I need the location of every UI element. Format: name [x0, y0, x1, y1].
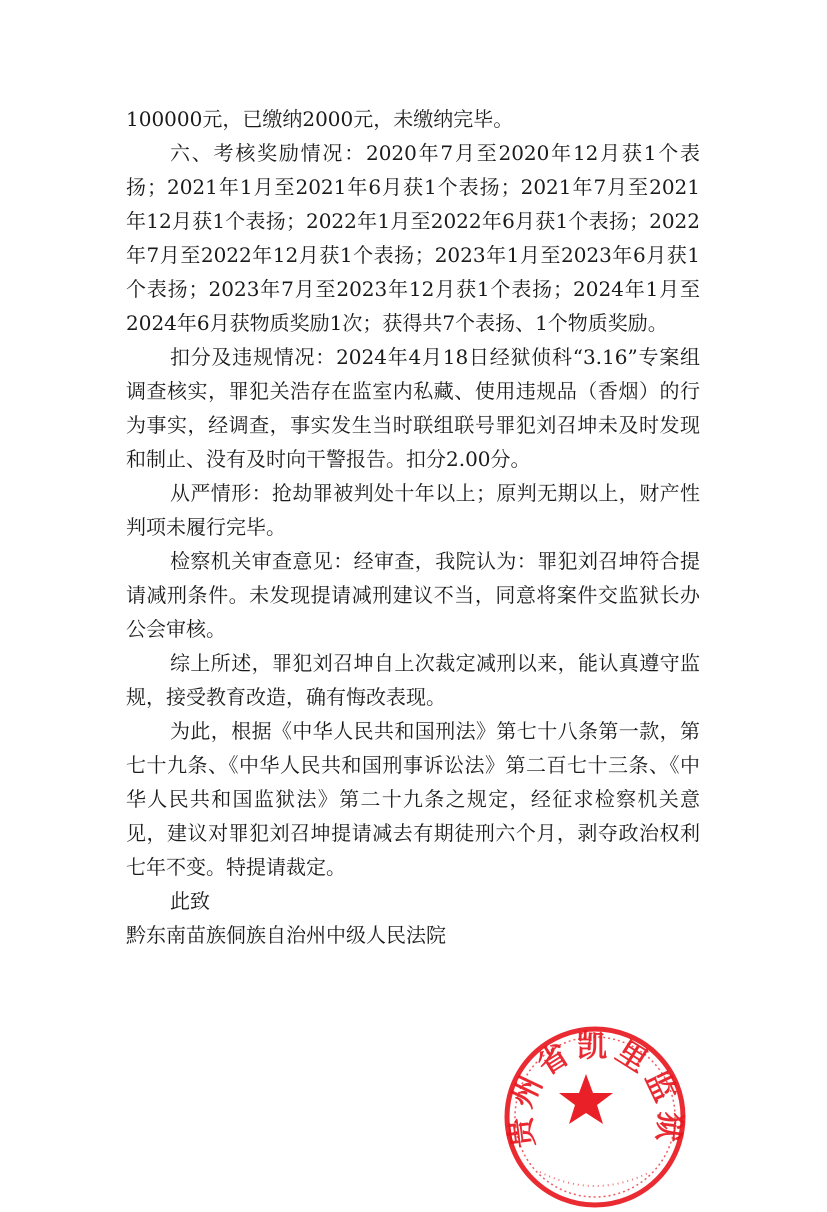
paragraph-summary: 综上所述，罪犯刘召坤自上次裁定减刑以来，能认真遵守监规，接受教育改造，确有悔改表现。 [126, 651, 700, 709]
salutation: 此致 [170, 889, 210, 913]
paragraph-proposal: 为此，根据《中华人民共和国刑法》第七十八条第一款，第七十九条、《中华人民共和国刑事诉讼法》第二百七十三条、《中华人民共和国监狱法》第二十九条之规定，经征求检察机关意见，建议对罪犯刘召坤提请减去有期徒刑六个月，剥夺政治权利七年不变。特提请裁定。 [126, 719, 700, 879]
official-seal [500, 1022, 690, 1212]
paragraph-rewards: 六、考核奖励情况：2020年7月至2020年12月获1个表扬；2021年1月至2021年6月获1个表扬；2021年7月至2021年12月获1个表扬；2022年1月至2022年6月获1个表扬；2022年7月至2022年12月获1个表扬；2023年1月至2023年6月获1个表扬；2023年7月至2023年12月获1个表扬；2024年1月至2024年6月获物质奖励1次；获得共7个表扬、1个物质奖励。 [126, 141, 700, 335]
paragraph-strict-circumstances: 从严情形：抢劫罪被判处十年以上；原判无期以上，财产性判项未履行完毕。 [126, 481, 700, 539]
paragraph-procuratorate-opinion: 检察机关审查意见：经审查，我院认为：罪犯刘召坤符合提请减刑条件。未发现提请减刑建议不当，同意将案件交监狱长办公会审核。 [126, 549, 700, 641]
seal-text: 贵州省凯里监狱 [502, 1029, 688, 1150]
document-body [126, 102, 700, 952]
paragraph-fine-payment: 100000元，已缴纳2000元，未缴纳完毕。 [126, 107, 514, 131]
paragraph-deductions: 扣分及违规情况：2024年4月18日经狱侦科“3.16”专案组调查核实，罪犯关浩存在监室内私藏、使用违规品（香烟）的行为事实，经调查，事实发生当时联组联号罪犯刘召坤未及时发现和制止、没有及时向干警报告。扣分2.00分。 [126, 345, 700, 471]
recipient-court: 黔东南苗族侗族自治州中级人民法院 [126, 923, 446, 947]
seal-star-icon [559, 1074, 613, 1124]
